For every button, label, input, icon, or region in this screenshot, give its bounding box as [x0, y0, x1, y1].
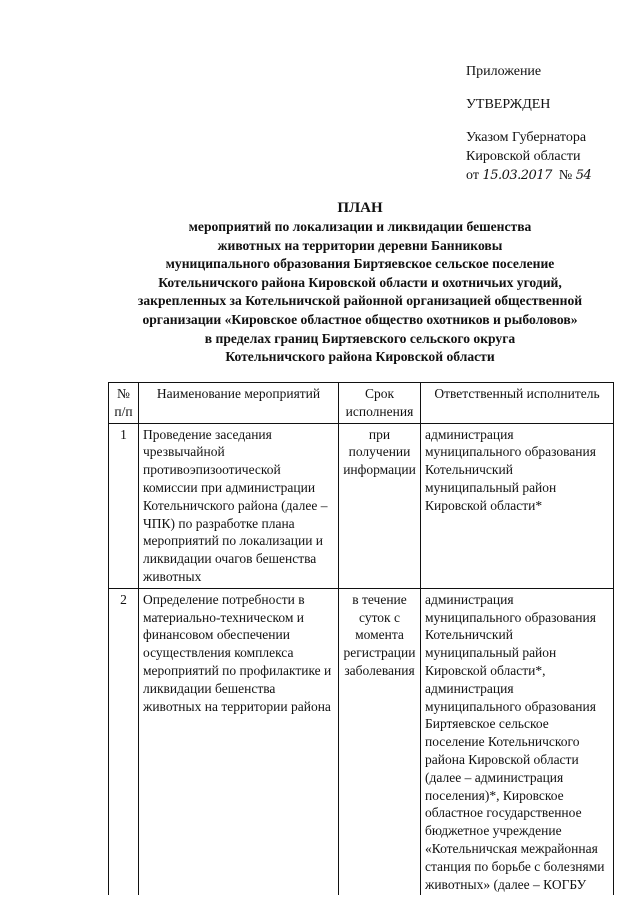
row-resp: администрация муниципального образования Котельничский муниципальный район Кировской области*	[421, 423, 614, 588]
number-prefix: №	[558, 168, 573, 183]
date-prefix: от	[466, 168, 479, 183]
title-line: животных на территории деревни Банниковы	[217, 237, 503, 253]
plan-title	[60, 198, 640, 367]
header-num: № п/п	[109, 383, 139, 424]
table-row	[109, 423, 614, 588]
title-line: закрепленных за Котельничской районной организацией общественной	[137, 293, 583, 309]
date-value: 15.03.2017	[482, 168, 552, 183]
table-row	[109, 588, 614, 895]
row-name: Проведение заседания чрезвычайной противоэпизоотической комиссии при администрации Котельничского района (далее – ЧПК) по разработке плана мероприятий по локализации и ликвидации очагов бешенства животных	[139, 423, 339, 588]
header-name: Наименование мероприятий	[139, 383, 339, 424]
row-term: в течение суток с момента регистрации заболевания	[339, 588, 421, 895]
header-term: Срок исполнения	[339, 383, 421, 424]
row-term: при получении информации	[339, 423, 421, 588]
header-resp: Ответственный исполнитель	[421, 383, 614, 424]
row-name: Определение потребности в материально-техническом и финансовом обеспечении осуществления комплекса мероприятий по профилактике и ликвидации бешенства животных на территории района	[139, 588, 339, 895]
approval-block	[466, 62, 591, 185]
row-num: 2	[109, 588, 139, 895]
title-line: Котельничского района Кировской области и охотничьих угодий,	[158, 274, 562, 290]
number-value: 54	[575, 168, 592, 183]
title-line: в пределах границ Биртяевского сельского округа	[204, 330, 516, 346]
decree-date-line	[466, 166, 591, 185]
title-line: муниципального образования Биртяевское сельское поселение	[165, 256, 555, 272]
decree-line-2: Кировской области	[466, 149, 581, 164]
decree-line-1: Указом Губернатора	[466, 130, 587, 145]
plan-table	[108, 382, 614, 895]
attachment-label: Приложение	[466, 64, 542, 79]
plan-heading: ПЛАН	[337, 200, 383, 216]
title-line: организации «Кировское областное общество охотников и рыболовов»	[142, 311, 578, 327]
title-line: Котельничского района Кировской области	[225, 349, 495, 365]
row-resp: администрация муниципального образования Котельничский муниципальный район Кировской области*, администрация муниципального образования Биртяевское сельское поселение Котельничского района Кировской области (далее – администрация поселения)*, Кировское областное государственное бюджетное учреждение «Котельничская межрайонная станция по борьбе с болезнями животных» (далее – КОГБУ	[421, 588, 614, 895]
title-line: мероприятий по локализации и ликвидации бешенства	[188, 219, 532, 234]
table-header-row	[109, 383, 614, 424]
approved-label: УТВЕРЖДЕН	[466, 97, 551, 112]
row-num: 1	[109, 423, 139, 588]
